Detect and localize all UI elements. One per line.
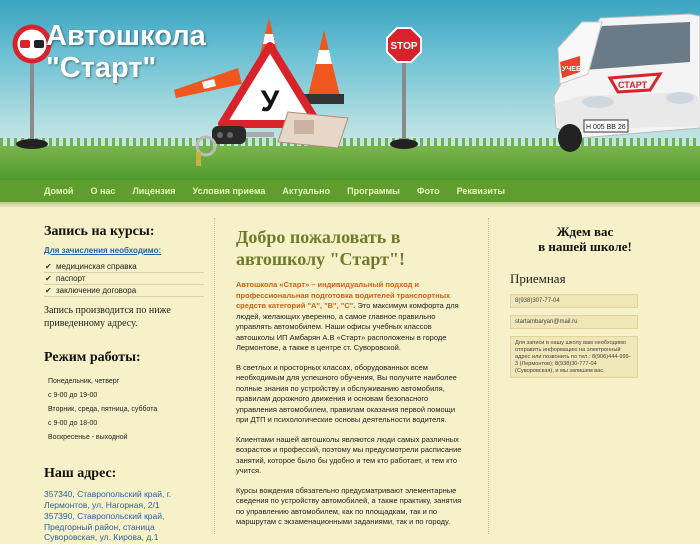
car-keys-icon (192, 122, 276, 166)
wait-line1: Ждем вас (556, 224, 614, 239)
nav-admission[interactable]: Условия приема (192, 186, 266, 196)
enroll-title: Запись на курсы: (44, 224, 155, 239)
enroll-subtitle: Для зачисления необходимо: (44, 246, 162, 255)
requirement-text: заключение договора (56, 286, 137, 295)
lead-paragraph (236, 280, 464, 354)
check-icon: ✔ (45, 262, 52, 271)
welcome-heading: Добро пожаловать в автошколу "Старт"! (236, 227, 405, 269)
requirement-text: паспорт (56, 274, 86, 283)
lead-rest: Это максимум комфорта для людей, желающих уверенно, а самое главное правильно управлять автомобилем. Наши офисы учебных классов автошколы ИП Амбарян А.В «Старт» расположены в городе Лермонтове, а также в центре ст. Суворовской. (236, 301, 459, 352)
hours-line: Воскресенье - выходной (48, 434, 128, 441)
car-brand-label: СТАРТ (618, 80, 648, 90)
phone-field[interactable]: 8(938)307-77-04 (510, 294, 638, 308)
car-side-label: УЧЕБ (562, 66, 581, 73)
content-paragraph: Курсы вождения обязательно предусматривают элементарные сведения по устройству автомобилей, а также практику, занятия по управлению автомобилем, как по площадкам, так и по маршрутам с экзаменационными заданиями, так и по городу. (236, 485, 462, 526)
content-paragraph: Клиентами нашей автошколы являются люди самых различных возрастов и профессий, поэтому мы предусмотрели расписание занятий, которое было бы удобно и тем кто работает, и тем кто учится. (236, 434, 462, 475)
main-content (236, 226, 464, 528)
list-item (44, 273, 204, 285)
hours-line: Понедельник, четверг (48, 378, 120, 385)
reception-title: Приемная (510, 271, 566, 286)
column-divider (488, 218, 489, 534)
hours-title: Режим работы: (44, 350, 141, 365)
hours-line: с 9-00 до 18-00 (48, 420, 98, 427)
triangle-letter: У (260, 85, 280, 118)
note-field[interactable]: Для записи в нашу школу вам необходимо отправить информацию на электронный адрес или позвонить по тел.: 8(906)444-999-3 (Лермонтов); 8(938)30-777-04 (Суворовская), и мы запишем вас. (510, 336, 638, 378)
hours-line: Вторник, среда, пятница, суббота (48, 406, 158, 413)
license-plate: Н 005 ВВ 26 (586, 124, 626, 131)
list-item (44, 261, 204, 273)
nav-photo[interactable]: Фото (416, 186, 440, 196)
license-card-icon (278, 112, 348, 148)
address-block (44, 466, 204, 544)
working-hours (44, 350, 204, 445)
check-icon: ✔ (45, 286, 52, 295)
nav-shadow (0, 202, 700, 208)
nav-about[interactable]: О нас (90, 186, 116, 196)
requirement-text: медицинская справка (56, 262, 137, 271)
email-field[interactable]: startambaryan@mail.ru (510, 315, 638, 329)
left-sidebar (44, 224, 204, 445)
address-line[interactable]: 357340, Ставропольский край, г. Лермонтов, ул. Нагорная, 2/1 (44, 489, 172, 510)
check-icon: ✔ (45, 274, 52, 283)
address-title: Наш адрес: (44, 466, 117, 481)
nav-programs[interactable]: Программы (347, 186, 400, 196)
enroll-note: Запись производится по ниже приведенному адресу. (44, 305, 171, 329)
requirements-list (44, 261, 204, 297)
lead-highlight: Автошкола «Старт» – индивидуальный подход и профессиональная подготовка водителей транспортных средств категорий "А", "В", "С". (236, 280, 451, 310)
welcome-banner (510, 224, 660, 254)
site-title-line2: "Старт" (46, 52, 157, 84)
right-sidebar (510, 226, 660, 378)
stop-sign-label: STOP (390, 41, 418, 52)
address-line[interactable]: 357390, Ставропольский край, Предгорный район, станица Суворовская, ул. Кирова, д.1 (44, 511, 165, 542)
nav-news[interactable]: Актуально (282, 186, 331, 196)
content-paragraph: В светлых и просторных классах, оборудованных всем необходимым для успешного обучения, Вы получите наиболее полные знания по устройству и обслуживанию автомобиля, правилам дорожного движения и основам безопасного управления автомобилем, правилам оказания первой помощи при ДТП и психологические основы деятельности водителя. (236, 362, 457, 424)
nav-license[interactable]: Лицензия (132, 186, 176, 196)
column-divider (214, 218, 215, 534)
nav-home[interactable]: Домой (44, 186, 74, 196)
wait-line2: в нашей школе! (538, 239, 632, 254)
stop-sign-icon (386, 28, 422, 152)
hours-line: с 9-00 до 19-00 (48, 392, 98, 399)
nav-requisites[interactable]: Реквизиты (456, 186, 506, 196)
main-nav (0, 180, 700, 202)
list-item (44, 285, 204, 297)
driving-school-car-icon (540, 8, 700, 156)
site-title-line1: Автошкола (46, 20, 206, 52)
header-banner (0, 0, 700, 180)
